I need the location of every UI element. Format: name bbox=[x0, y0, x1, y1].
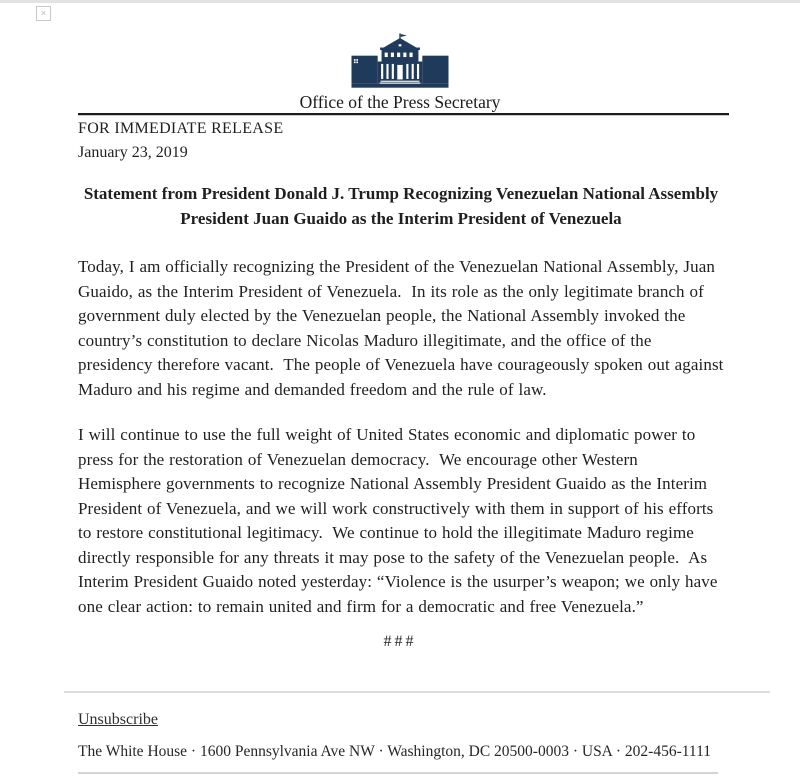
footer-divider bbox=[64, 691, 770, 693]
statement-paragraph-2: I will continue to use the full weight of United States economic and diplomatic power to press for the restoration of Venezuelan democracy. We encourage other Western Hemisphere governments to recognize National Assembly President Guaido as the Interim President of Venezuela, and we will work constructively with them in support of his efforts to restore constitutional legitimacy. We continue to hold the illegitimate Maduro regime directly responsible for any threats it may pose to the safety of the Venezuelan people. As Interim President Guaido noted yesterday: “Violence is the usurper’s weapon; we only have one clear action: to remain united and firm for a democratic and free Venezuela.” bbox=[78, 425, 723, 616]
statement-paragraph-1: Today, I am officially recognizing the President of the Venezuelan National Assembly, Juan Guaido, as the Interim President of Venezuela. In its role as the only legitimate branch of government duly elected by the Venezuelan people, the National Assembly invoked the country’s constitution to declare Nicolas Maduro illegitimate, and the office of the presidency therefore vacant. The people of Venezuela have courageously spoken out against Maduro and his regime and demanded freedom and the rule of law. bbox=[78, 257, 729, 399]
statement-title: Statement from President Donald J. Trump Recognizing Venezuelan National Assembly President Juan Guaido as the Interim President of Venezuela bbox=[83, 184, 719, 228]
end-marker: ### bbox=[383, 633, 417, 650]
footer-address: The White House · 1600 Pennsylvania Ave NW · Washington, DC 20500-0003 · USA · 202-456-1111 bbox=[78, 743, 712, 760]
broken-image-icon: × bbox=[36, 6, 51, 21]
release-date: January 23, 2019 bbox=[78, 144, 188, 161]
header-rule bbox=[78, 113, 729, 116]
release-line: FOR IMMEDIATE RELEASE bbox=[78, 120, 284, 137]
white-house-logo-icon bbox=[352, 33, 449, 90]
top-border bbox=[0, 0, 800, 3]
office-of-press-secretary-label: Office of the Press Secretary bbox=[299, 92, 501, 112]
unsubscribe-link[interactable]: Unsubscribe bbox=[78, 711, 158, 728]
bottom-divider bbox=[78, 772, 718, 774]
